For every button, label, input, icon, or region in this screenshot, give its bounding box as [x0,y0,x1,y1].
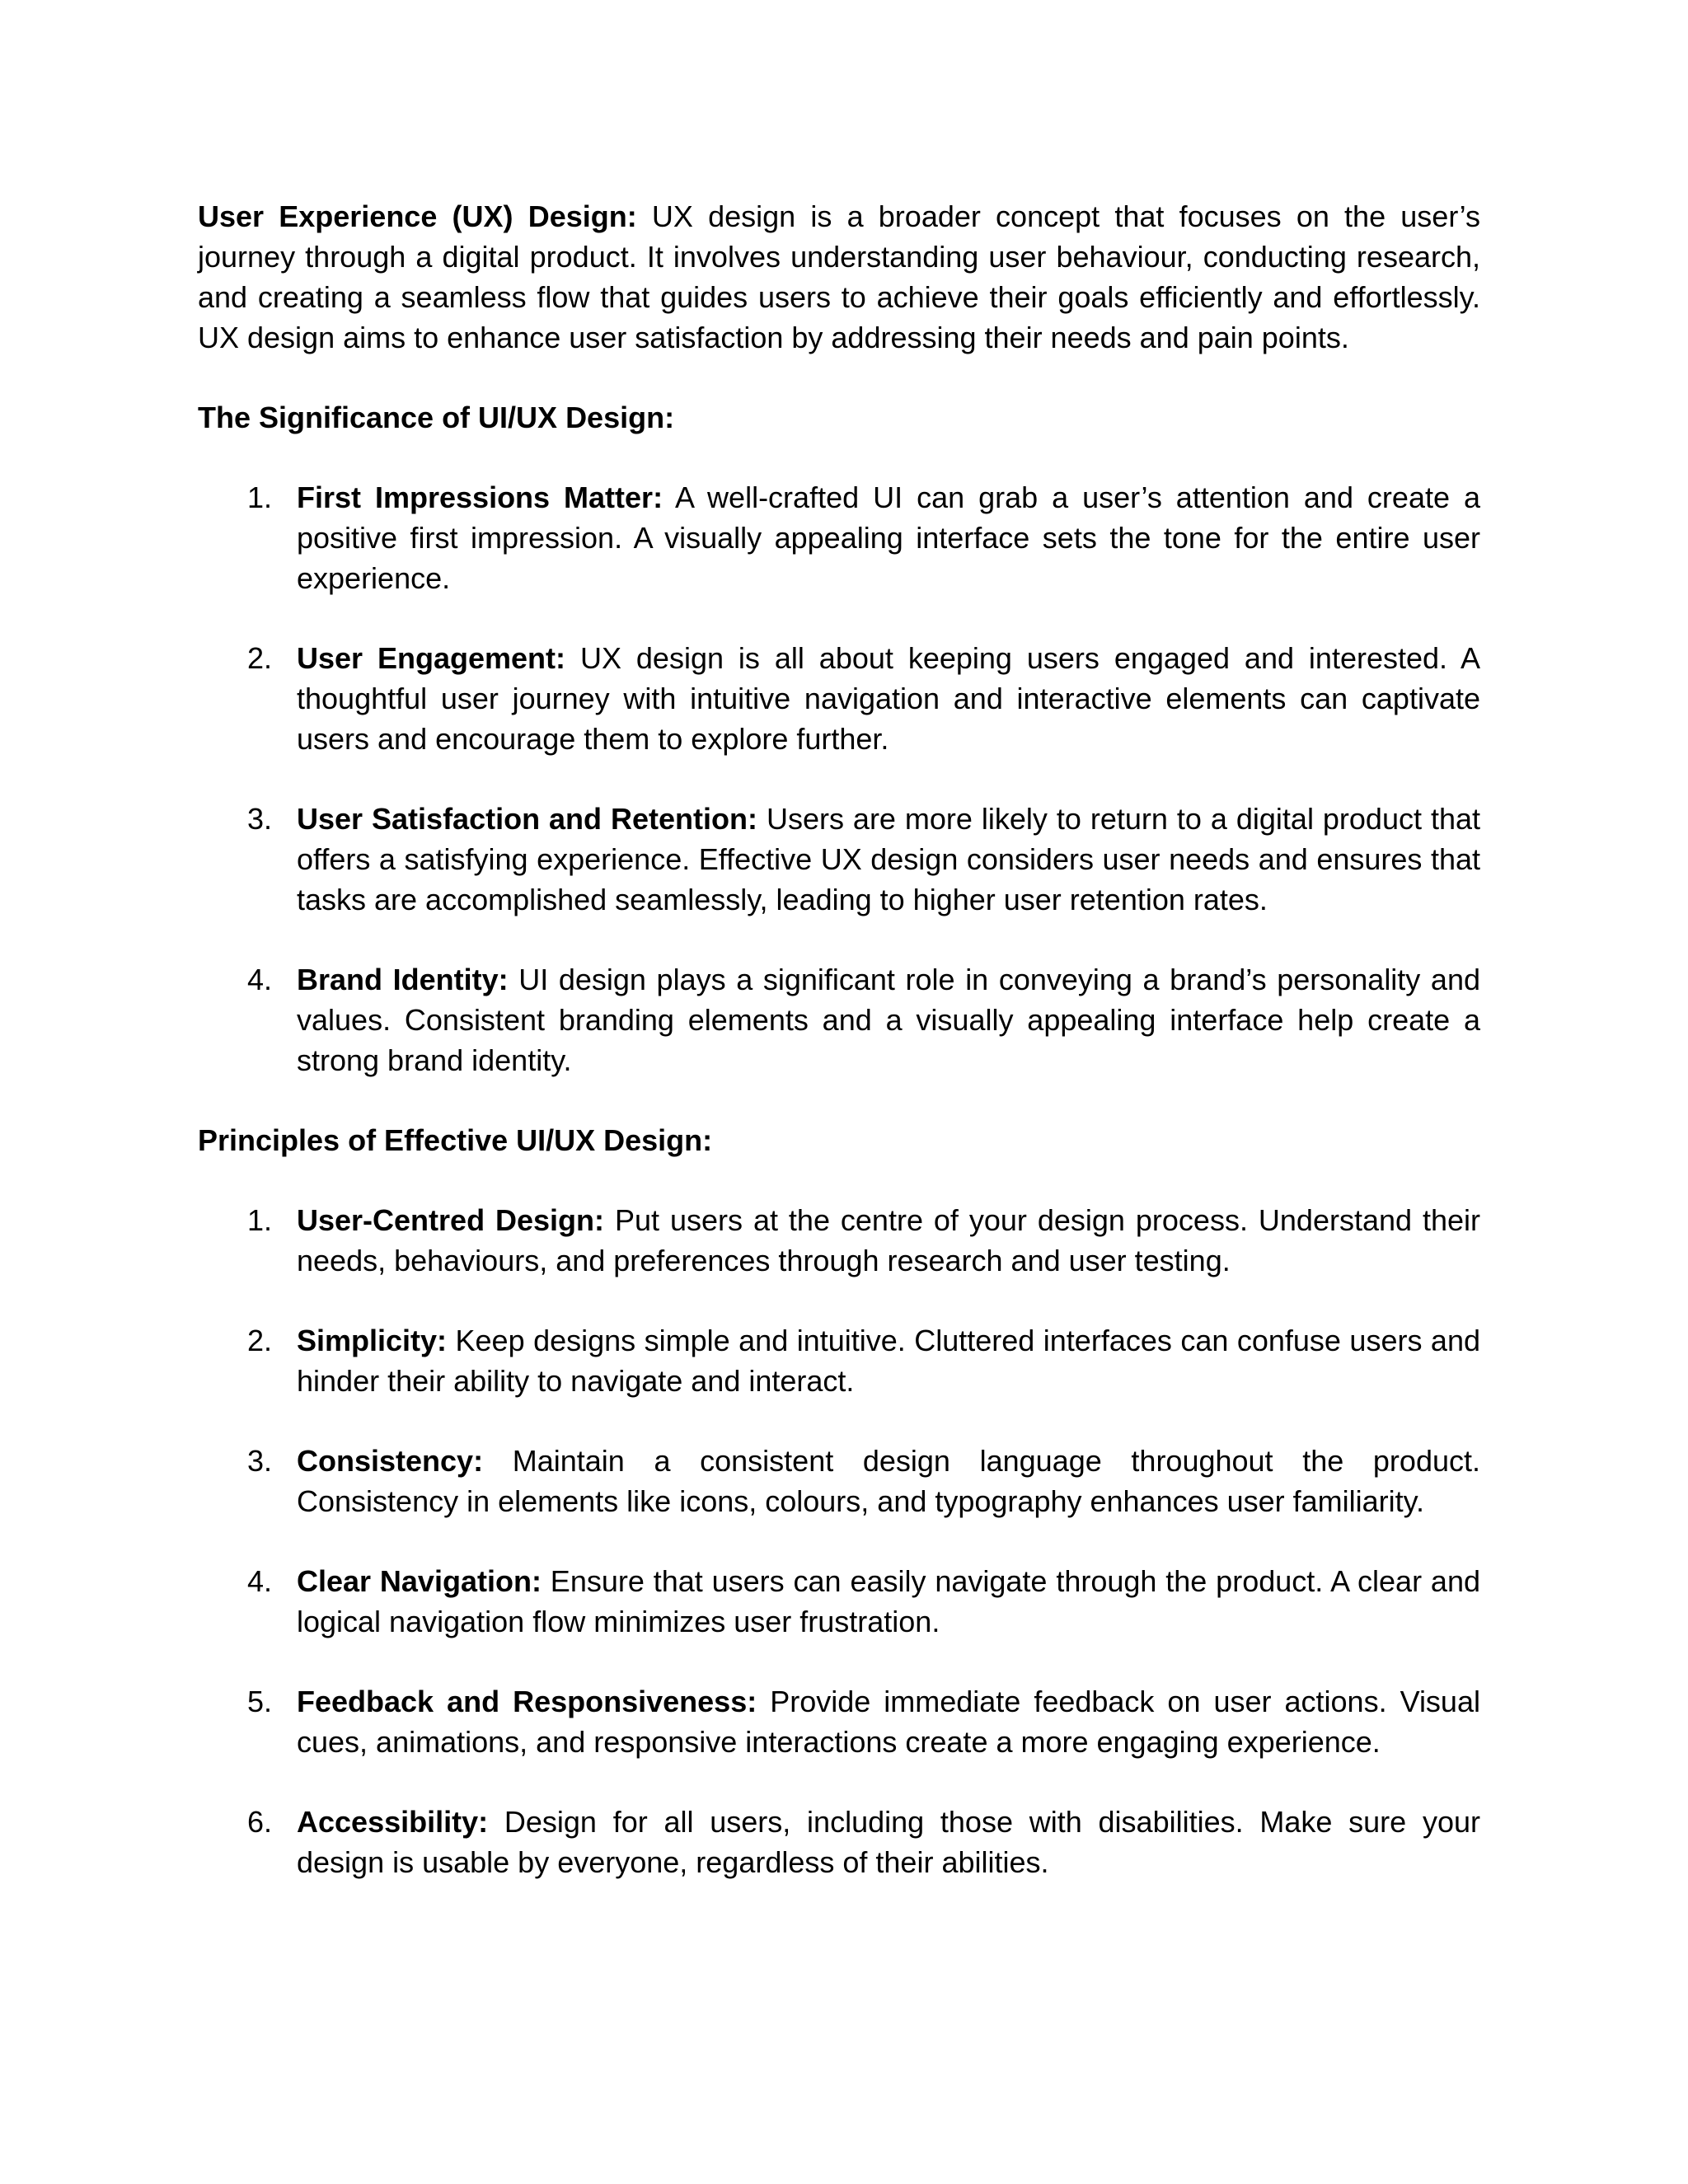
list-number: 4. [247,1564,273,1598]
list-item-text: Design for all users, including those with disabilities. Make sure your design is usable by everyone, regardless of their abilities. [297,1805,1480,1879]
list-item [198,1561,1480,1642]
list-item-text: Users are more likely to return to a digital product that offers a satisfying experience. Effective UX design considers user needs and ensures that tasks are accomplished seamlessly, leading to higher user retention rates. [297,802,1480,916]
list-item-term: User Engagement: [297,641,566,675]
list-item-term: First Impressions Matter: [297,480,663,514]
list-item [198,1320,1480,1401]
list-item [198,477,1480,598]
list-item [198,1441,1480,1521]
list-item-text: Ensure that users can easily navigate through the product. A clear and logical navigation flow minimizes user frustration. [297,1564,1480,1638]
list-number: 1. [247,480,273,514]
intro-text: UX design is a broader concept that focuses on the user’s journey through a digital product. It involves understanding user behaviour, conducting research, and creating a seamless flow that guides users to achieve their goals efficiently and effortlessly. UX design aims to enhance user satisfaction by addressing their needs and pain points. [198,199,1480,354]
list-item-term: User Satisfaction and Retention: [297,802,757,836]
list-number: 2. [247,641,273,675]
list-item [198,1802,1480,1882]
list-item-term: Consistency: [297,1444,484,1478]
document-page [198,196,1480,1882]
list-number: 4. [247,963,273,996]
list-item [198,638,1480,759]
list-item-term: Brand Identity: [297,963,509,996]
list-item-term: Feedback and Responsiveness: [297,1685,757,1718]
list-item-text: UX design is all about keeping users engaged and interested. A thoughtful user journey with intuitive navigation and interactive elements can captivate users and encourage them to explore further. [297,641,1480,756]
list-item [198,799,1480,920]
list-item-term: Clear Navigation: [297,1564,542,1598]
list-item-term: Simplicity: [297,1324,448,1357]
list-item-text: A well-crafted UI can grab a user’s attention and create a positive first impression. A visually appealing interface sets the tone for the entire user experience. [297,480,1480,595]
list-number: 5. [247,1685,273,1718]
list-number: 2. [247,1324,273,1357]
list-item-text: Provide immediate feedback on user actions. Visual cues, animations, and responsive interactions create a more engaging experience. [297,1685,1480,1759]
list-number: 6. [247,1805,273,1839]
list-item-text: Maintain a consistent design language throughout the product. Consistency in elements like icons, colours, and typography enhances user familiarity. [297,1444,1480,1518]
significance-list [198,477,1480,1080]
significance-heading: The Significance of UI/UX Design: [198,401,675,434]
list-item-term: Accessibility: [297,1805,489,1839]
list-item-text: Put users at the centre of your design process. Understand their needs, behaviours, and preferences through research and user testing. [297,1203,1480,1277]
list-number: 1. [247,1203,273,1237]
intro-paragraph [198,196,1480,358]
list-item-term: User-Centred Design: [297,1203,605,1237]
list-number: 3. [247,1444,273,1478]
list-item-text: UI design plays a significant role in conveying a brand’s personality and values. Consistent branding elements and a visually appealing interface help create a strong brand identity. [297,963,1480,1077]
principles-list [198,1200,1480,1882]
intro-term: User Experience (UX) Design: [198,199,637,233]
principles-heading: Principles of Effective UI/UX Design: [198,1123,713,1157]
list-item [198,1200,1480,1281]
list-number: 3. [247,802,273,836]
list-item [198,959,1480,1080]
list-item-text: Keep designs simple and intuitive. Cluttered interfaces can confuse users and hinder their ability to navigate and interact. [297,1324,1480,1398]
list-item [198,1681,1480,1762]
